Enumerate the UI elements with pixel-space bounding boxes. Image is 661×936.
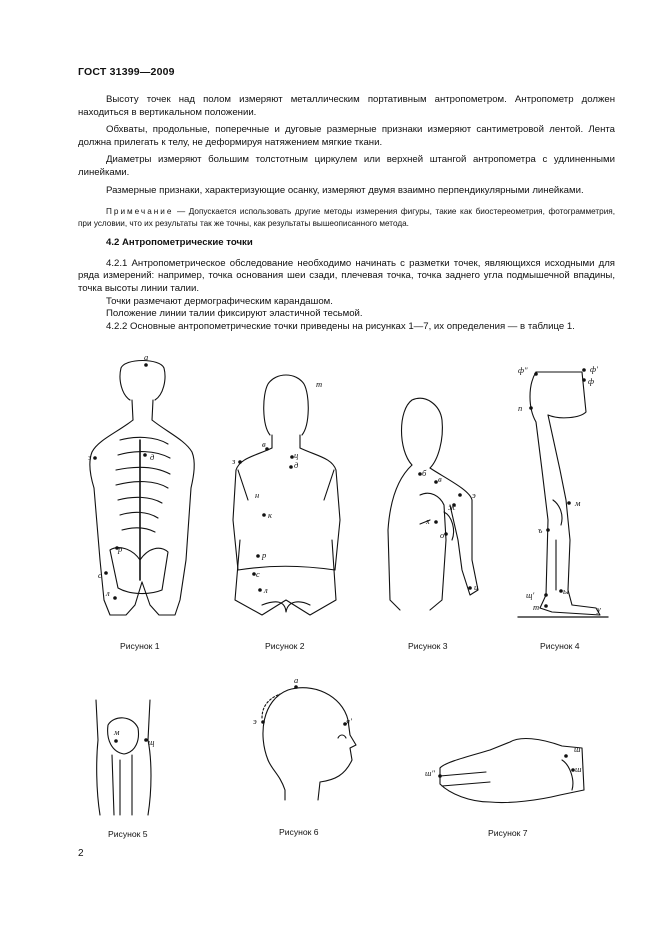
section-title: 4.2 Антропометрические точки [106, 237, 253, 249]
paragraph: Высоту точек над полом измеряют металлическим портативным антропометром. Антропометр должен находиться в вертикальном положении. [78, 94, 615, 118]
fig4-label: м [575, 498, 581, 508]
figure-7-caption: Рисунок 7 [488, 828, 528, 838]
paragraph: Обхваты, продольные, поперечные и дуговые размерные признаки измеряют сантиметровой лентой. Лента должна прилегать к телу, не деформируя натяжением мягкие ткани. [78, 124, 615, 148]
fig4-label: п [518, 403, 523, 413]
fig6-label: э [253, 716, 257, 726]
figure-5-points [114, 738, 148, 743]
fig6-label: а [294, 675, 299, 685]
figure-6-points [261, 685, 347, 726]
fig5-label: м [114, 727, 120, 737]
figure-1-drawing [90, 361, 194, 616]
fig1-label: р [118, 544, 123, 554]
figure-5-drawing [96, 700, 151, 815]
fig4-label: у [597, 604, 601, 614]
note-label: Примечание [106, 207, 174, 217]
fig3-label: б [422, 468, 427, 478]
fig2-label: с [256, 569, 260, 579]
paragraph: Положение линии талии фиксируют эластичной тесьмой. [106, 308, 363, 320]
fig7-label: ш [574, 744, 581, 754]
figure-1-caption: Рисунок 1 [120, 641, 160, 651]
fig2-label: з [232, 456, 236, 466]
fig4-label: ы [563, 586, 569, 596]
fig1-label: с [98, 570, 102, 580]
figure-2-points [238, 447, 294, 592]
fig4-label: т [533, 602, 540, 612]
figure-4-points [529, 368, 586, 608]
figure-3-caption: Рисунок 3 [408, 641, 448, 651]
figure-2-caption: Рисунок 2 [265, 641, 305, 651]
fig1-label: з [88, 452, 92, 462]
fig3-label: э [472, 490, 476, 500]
page-number: 2 [78, 848, 84, 859]
fig2-label: к [268, 510, 272, 520]
fig2-label: р [262, 550, 267, 560]
fig7-label: ш' [575, 764, 584, 774]
paragraph: Точки размечают дермографическим карандашом. [106, 295, 333, 307]
fig4-label: ф" [518, 365, 528, 375]
fig1-label: л [106, 588, 110, 598]
figure-4-caption: Рисунок 4 [540, 641, 580, 651]
fig3-label: о [440, 530, 445, 540]
fig2-label: в [262, 439, 266, 449]
figure-5-caption: Рисунок 5 [108, 829, 148, 839]
fig4-label: ф [588, 376, 595, 386]
figure-6-caption: Рисунок 6 [279, 827, 319, 837]
fig2-label: т [316, 379, 323, 389]
note-text: — Допускается использовать другие методы измерения фигуры, такие как биостереометрия, фотограмметрия, при условии, что их результаты так же точны, как результаты вышеописанного метода. [78, 207, 615, 228]
fig2-label: д [294, 460, 299, 470]
paragraph: 4.2.2 Основные антропометрические точки приведены на рисунках 1—7, их определения — в таблице 1. [106, 320, 575, 332]
fig6-label: я' [346, 716, 352, 726]
paragraph: Диаметры измеряют большим толстотным циркулем или верхней штангой антропометра с удлиненными линейками. [78, 154, 615, 178]
figure-2-drawing [233, 375, 340, 615]
fig4-label: щ' [526, 590, 535, 600]
figure-6-drawing [262, 688, 356, 800]
fig4-label: ъ [538, 525, 543, 535]
paragraph: 4.2.1 Антропометрическое обследование необходимо начинать с разметки точек, являющихся исходными для ряда измерений: например, точка основания шеи сзади, плечевая точка, точка заднего угла подмышечной впадины, точка высоты линии талии. [78, 257, 615, 294]
fig4-label: ф' [590, 364, 598, 374]
figure-3-drawing [388, 398, 478, 610]
fig1-label: а [144, 352, 149, 362]
document-header: ГОСТ 31399—2009 [78, 66, 175, 78]
paragraph: Размерные признаки, характеризующие осанку, измеряют двумя взаимно перпендикулярными линейками. [106, 184, 584, 196]
fig7-label: ш" [425, 768, 435, 778]
fig5-label: щ [148, 737, 155, 747]
fig2-label: н [255, 490, 260, 500]
fig1-label: д [150, 452, 155, 462]
fig3-label: ж [448, 502, 456, 512]
fig3-label: х [426, 516, 430, 526]
fig3-label: в [438, 474, 442, 484]
fig2-label: ц [294, 450, 299, 460]
fig3-label: и [474, 582, 479, 592]
fig2-label: л [264, 585, 268, 595]
figure-7-drawing [440, 739, 584, 803]
